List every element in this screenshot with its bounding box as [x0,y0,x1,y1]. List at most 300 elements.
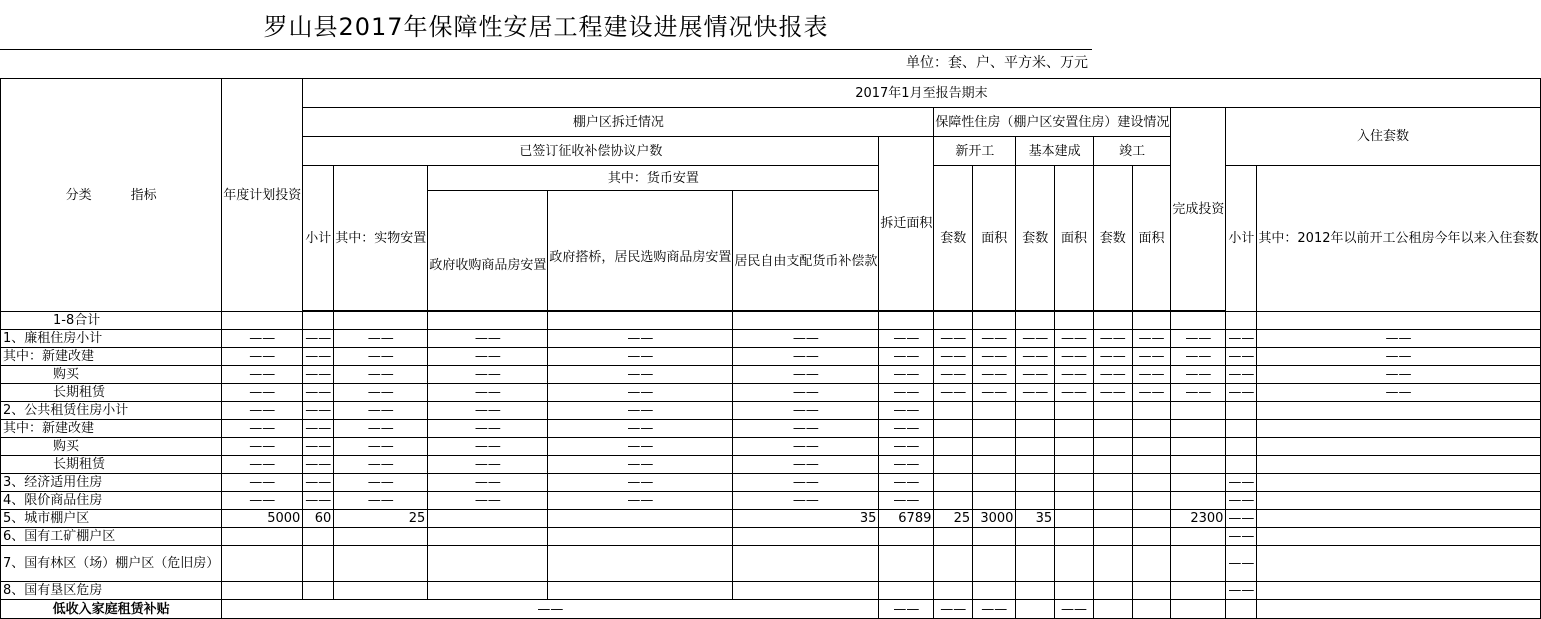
cell [1257,474,1540,492]
cell [1132,420,1171,438]
cell [1093,510,1132,528]
cell [1171,474,1226,492]
new-start-header: 新开工 [934,137,1016,166]
cell: —— [428,438,548,456]
table-row [1,330,1541,348]
cell: —— [428,330,548,348]
row-label: 低收入家庭租赁补贴 [1,600,222,619]
cell [334,528,428,546]
cell: —— [334,438,428,456]
cell [934,456,973,474]
cell: 35 [1016,510,1055,528]
cell [1016,528,1055,546]
cell [1257,528,1540,546]
cell: —— [428,492,548,510]
cell: —— [303,456,334,474]
cell [1132,438,1171,456]
cell [548,510,733,528]
cell: —— [303,492,334,510]
cell [1016,492,1055,510]
cell: —— [303,438,334,456]
cell [1055,402,1094,420]
cell: —— [1226,474,1257,492]
cell: —— [1055,384,1094,402]
table-row [1,348,1541,366]
merged-cell: —— [222,600,879,619]
cell [879,582,934,600]
cell [1055,492,1094,510]
cell: —— [1132,366,1171,384]
cell: —— [428,366,548,384]
period-header: 2017年1月至报告期末 [303,79,1540,108]
cell [1016,456,1055,474]
cell: —— [1171,330,1226,348]
cell: —— [334,348,428,366]
cell: —— [1171,348,1226,366]
cell [1257,600,1540,619]
table-row [1,474,1541,492]
cell: —— [1132,348,1171,366]
cell [1226,312,1257,330]
cell [1055,510,1094,528]
cell [1093,600,1132,619]
cell [1226,456,1257,474]
cell: —— [303,402,334,420]
cell: —— [222,420,303,438]
cell: —— [733,474,879,492]
cell [1171,420,1226,438]
cell [879,312,934,330]
cell: —— [879,402,934,420]
cell [973,474,1016,492]
cell [1055,438,1094,456]
cell: —— [1016,384,1055,402]
cell: —— [1226,492,1257,510]
cell [1171,456,1226,474]
cell: —— [548,402,733,420]
cell: —— [733,456,879,474]
cell: —— [222,366,303,384]
table-row [1,510,1541,528]
cell: —— [334,330,428,348]
cell: —— [334,402,428,420]
cell: —— [879,384,934,402]
row-label: 购买 [1,366,222,384]
cell: —— [733,438,879,456]
table-row [1,402,1541,420]
cell: —— [548,456,733,474]
cell [1016,582,1055,600]
cell: —— [1132,330,1171,348]
cell [1055,456,1094,474]
table-row [1,420,1541,438]
cell [334,312,428,330]
cell [1257,402,1540,420]
unit-label: 单位：套、户、平方米、万元 [906,55,1088,71]
table-row [1,366,1541,384]
cell: 5000 [222,510,303,528]
cell: —— [934,384,973,402]
cell [1171,546,1226,582]
cell: —— [1093,384,1132,402]
row-label: 长期租赁 [1,456,222,474]
cell: —— [303,330,334,348]
move-in-pre2012-header: 其中：2012年以前开工公租房今年以来入住套数 [1257,166,1540,312]
table-row [1,438,1541,456]
cell: —— [1226,510,1257,528]
cell [934,492,973,510]
cell [1093,402,1132,420]
cell [934,402,973,420]
cell: —— [879,330,934,348]
cell [934,438,973,456]
cell: —— [879,366,934,384]
cell [1132,492,1171,510]
cell [222,546,303,582]
cell [1093,474,1132,492]
cell: —— [879,438,934,456]
cell: —— [733,330,879,348]
cell: —— [222,384,303,402]
row-label: 4、限价商品住房 [1,492,222,510]
cell [1257,492,1540,510]
cell: —— [1055,330,1094,348]
cell [1016,420,1055,438]
cell [1055,582,1094,600]
cell [1093,492,1132,510]
cell [973,546,1016,582]
cell: 3000 [973,510,1016,528]
category-indicator-header: 分类 指标 [1,79,222,312]
cell: 25 [934,510,973,528]
cell: —— [548,474,733,492]
cell: —— [334,456,428,474]
cell: —— [1226,546,1257,582]
cell: —— [428,402,548,420]
cell [1171,528,1226,546]
cell [973,582,1016,600]
demolition-header: 棚户区拆迁情况 [303,108,934,137]
cell [1171,312,1226,330]
cell: —— [334,492,428,510]
cell: 35 [733,510,879,528]
move-in-header: 入住套数 [1226,108,1540,166]
cell [1132,402,1171,420]
cell: —— [548,492,733,510]
investment-header: 完成投资 [1171,108,1226,311]
cell [222,582,303,600]
cell [548,582,733,600]
cell: —— [222,492,303,510]
cell [1257,582,1540,600]
cell [428,510,548,528]
cell [1257,312,1540,330]
cell [1093,456,1132,474]
cell: —— [303,366,334,384]
cell: —— [222,474,303,492]
row-label: 购买 [1,438,222,456]
cell: —— [1226,582,1257,600]
cell [1257,510,1540,528]
data-rows [1,312,1541,600]
cell [1132,456,1171,474]
cell: —— [1055,600,1094,619]
cell: —— [1257,366,1540,384]
cell: —— [428,474,548,492]
cell [1093,438,1132,456]
cell: —— [733,420,879,438]
cell [879,528,934,546]
cell [973,456,1016,474]
cell [428,582,548,600]
cell: —— [334,384,428,402]
cell [1257,456,1540,474]
cell [973,402,1016,420]
report-table [0,78,1541,619]
row-label: 其中：新建改建 [1,420,222,438]
cell [1016,438,1055,456]
cell [1016,402,1055,420]
basic-built-area-header: 面积 [1055,166,1094,311]
cell: —— [303,420,334,438]
cell [1257,546,1540,582]
cell [973,528,1016,546]
cell: —— [1257,348,1540,366]
cell [303,312,334,330]
completed-area-header: 面积 [1132,166,1171,311]
row-label: 7、国有林区（场）棚户区（危旧房） [1,546,222,582]
cell: —— [548,366,733,384]
cell [1171,492,1226,510]
cell: —— [879,474,934,492]
cell [428,528,548,546]
gov-match-header: 政府搭桥，居民选购商品房安置 [548,191,733,311]
cell [733,546,879,582]
cell [879,546,934,582]
table-row [1,492,1541,510]
cell: 25 [334,510,428,528]
cell: —— [1093,348,1132,366]
cell [1132,600,1171,619]
cell [934,420,973,438]
cell [1093,528,1132,546]
annual-plan-header: 年度计划投资 [222,79,303,312]
cell: —— [1093,330,1132,348]
cell: —— [1257,330,1540,348]
cell [222,312,303,330]
cell: —— [548,348,733,366]
cell [1257,420,1540,438]
cell [1226,438,1257,456]
cell [1055,312,1094,330]
cell: —— [1055,366,1094,384]
demolish-area-header: 拆迁面积 [879,137,934,311]
cell: —— [428,420,548,438]
cell [1226,402,1257,420]
monetary-header: 其中：货币安置 [428,166,879,191]
subtotal-header: 小计 [303,166,334,311]
row-label: 5、城市棚户区 [1,510,222,528]
cell [934,312,973,330]
cell [428,312,548,330]
cell: —— [222,348,303,366]
cell: —— [879,420,934,438]
cell [733,312,879,330]
cell [733,528,879,546]
row-label: 3、经济适用住房 [1,474,222,492]
cell: —— [1055,348,1094,366]
row-label: 其中：新建改建 [1,348,222,366]
cell [1093,582,1132,600]
cell: —— [879,492,934,510]
new-start-units-header: 套数 [934,166,973,311]
cell [1055,420,1094,438]
cell: —— [1226,348,1257,366]
cell: —— [1226,528,1257,546]
cell: —— [733,366,879,384]
basic-built-units-header: 套数 [1016,166,1055,311]
cell [303,582,334,600]
cell: —— [548,384,733,402]
cell: —— [1093,366,1132,384]
cell: —— [1016,366,1055,384]
cell [934,546,973,582]
signed-header: 已签订征收补偿协议户数 [303,137,879,166]
cell: —— [934,366,973,384]
cell: 2300 [1171,510,1226,528]
report-title: 罗山县2017年保障性安居工程建设进展情况快报表 [0,0,1092,50]
cell [303,546,334,582]
cell: —— [222,438,303,456]
table-row [1,528,1541,546]
cell [1226,420,1257,438]
cell [1055,528,1094,546]
table-row [1,546,1541,582]
cell [1171,402,1226,420]
cell: —— [548,330,733,348]
row-label: 1、廉租住房小计 [1,330,222,348]
row-label: 2、公共租赁住房小计 [1,402,222,420]
cell: —— [733,384,879,402]
table-row [1,582,1541,600]
cell: —— [334,420,428,438]
cell: —— [733,348,879,366]
cell [1132,510,1171,528]
cell [1132,546,1171,582]
cell [1055,546,1094,582]
cell [1132,528,1171,546]
cell: —— [548,420,733,438]
cell [1226,600,1257,619]
completed-units-header: 套数 [1093,166,1132,311]
cell: —— [334,474,428,492]
completed-header: 竣工 [1093,137,1170,166]
table-row [1,312,1541,330]
housing-header: 保障性住房（棚户区安置住房）建设情况 [934,108,1171,137]
new-start-area-header: 面积 [973,166,1016,311]
cell [1171,438,1226,456]
cell [1171,582,1226,600]
cell [973,420,1016,438]
basic-built-header: 基本建成 [1016,137,1093,166]
cell: —— [1016,330,1055,348]
cell [973,312,1016,330]
cell [548,312,733,330]
cell [1016,546,1055,582]
cell: —— [879,600,934,619]
cell: —— [879,456,934,474]
cell [1093,420,1132,438]
cell: —— [334,366,428,384]
cell: —— [1257,384,1540,402]
cell: —— [548,438,733,456]
cell: —— [1226,384,1257,402]
cell: —— [934,330,973,348]
cell: —— [879,348,934,366]
cell: —— [222,456,303,474]
cell [1132,582,1171,600]
cell [548,546,733,582]
cell [934,582,973,600]
in-kind-header: 其中：实物安置 [334,166,428,311]
cell [1016,474,1055,492]
cell: —— [973,600,1016,619]
row-label: 1-8合计 [1,312,222,330]
cell: —— [222,402,303,420]
cell [1055,474,1094,492]
cell [222,528,303,546]
table-row [1,456,1541,474]
cell: —— [973,348,1016,366]
cell [1257,438,1540,456]
cell: —— [1171,366,1226,384]
cell: —— [1226,366,1257,384]
cell [1093,312,1132,330]
cell [733,582,879,600]
row-label: 6、国有工矿棚户区 [1,528,222,546]
cell [1016,600,1055,619]
cell: —— [733,492,879,510]
cell: —— [973,384,1016,402]
cell: 6789 [879,510,934,528]
resident-self-header: 居民自由支配货币补偿款 [733,191,879,311]
cell: —— [222,330,303,348]
cell: —— [973,330,1016,348]
cell [303,528,334,546]
cell: —— [428,384,548,402]
cell [973,438,1016,456]
gov-purchase-header: 政府收购商品房安置 [428,191,548,311]
cell [548,528,733,546]
cell: —— [428,348,548,366]
cell [428,546,548,582]
cell: —— [1016,348,1055,366]
cell: —— [303,384,334,402]
cell [334,582,428,600]
row-label: 长期租赁 [1,384,222,402]
cell [934,528,973,546]
move-in-subtotal-header: 小计 [1226,166,1257,312]
cell: —— [303,348,334,366]
cell [1171,600,1226,619]
table-row [1,384,1541,402]
cell: —— [733,402,879,420]
cell: —— [1132,384,1171,402]
cell [934,474,973,492]
cell: —— [934,600,973,619]
cell [1093,546,1132,582]
cell [1132,312,1171,330]
